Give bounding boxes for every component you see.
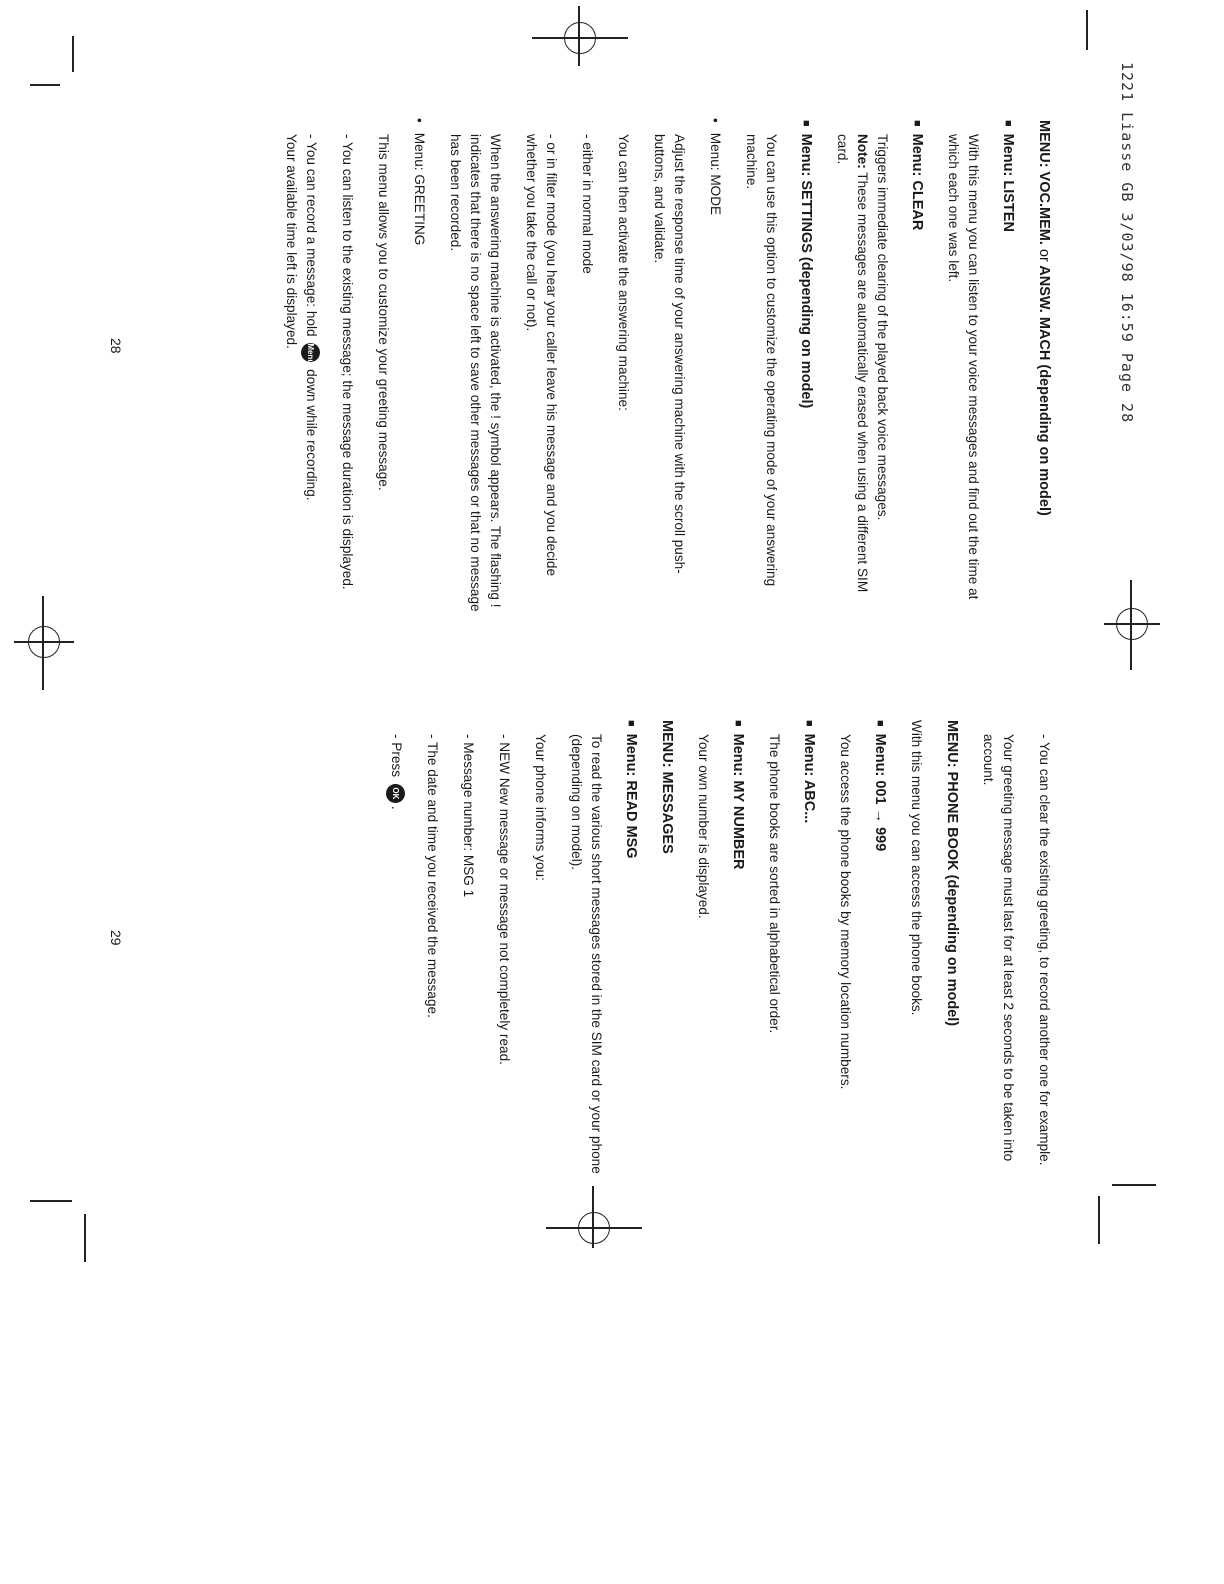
clear-text: Triggers immediate clearing of the played back voice messages. Note: These messages are automatically erased when using a different SIM card. — [835, 134, 890, 593]
menu-button-icon: Menu — [301, 343, 320, 362]
settings-text: You can use this option to customize the operating mode of your answering machine. — [744, 134, 779, 587]
mynumber-title: ■ Menu: MY NUMBER — [727, 720, 748, 1190]
voc-mem-heading: MENU: VOC.MEM. or ANSW. MACH (depending on model) — [1036, 120, 1052, 516]
mynumber-text: Your own number is displayed. — [696, 734, 711, 919]
phonebook-text: With this menu you can access the phone books. — [909, 720, 924, 1016]
messages-heading: MENU: MESSAGES — [659, 720, 675, 854]
filter-mode-item: - or in filter mode (you hear your caller leave his message and you decide whether you take the call or not). — [524, 134, 559, 577]
inform-new-item: - NEW New message or message not completely read. — [497, 734, 512, 1065]
press-item: - Press OK. — [386, 720, 406, 1190]
ok-button-icon: OK — [386, 784, 405, 803]
activate-text: You can then activate the answering machine: — [616, 134, 631, 411]
record-item: - You can record a message: hold Menu down while recording. Your available time left is displayed. — [284, 134, 319, 501]
page-number-left: 28 — [108, 338, 124, 354]
clear-title: ■ Menu: CLEAR — [906, 120, 927, 620]
informs-text: Your phone informs you: — [533, 734, 548, 881]
readmsg-title: ■ Menu: READ MSG — [620, 720, 641, 1190]
listen-existing-item: - You can listen to the existing message; the message duration is displayed. — [340, 134, 355, 590]
print-slug-header: 1221 Liasse GB 3/03/98 16:59 Page 28 — [1118, 62, 1136, 424]
abc-text: The phone books are sorted in alphabetical order. — [767, 734, 782, 1034]
settings-title: ■ Menu: SETTINGS (depending on model) — [795, 120, 816, 620]
abc-title: ■ Menu: ABC... — [798, 720, 819, 1190]
greeting-length-text: Your greeting message must last for at least 2 seconds to be taken into account. — [981, 734, 1016, 1162]
page-28 — [265, 120, 1054, 620]
inform-number-item: - Message number: MSG 1 — [461, 734, 476, 898]
page-29 — [370, 720, 1054, 1190]
greeting-bullet: • Menu: GREETING — [409, 120, 429, 620]
readmsg-text: To read the various short messages stored in the SIM card or your phone (depending on model). — [569, 734, 604, 1174]
flash-text: When the answering machine is activated, the ! symbol appears. The flashing ! indicates that there is no space left to save other messages or that no message has been recorded. — [448, 134, 503, 612]
phonebook-heading: MENU: PHONE BOOK (depending on model) — [944, 720, 960, 1027]
listen-text: With this menu you can listen to your voice messages and find out the time at which each one was left. — [946, 134, 981, 600]
normal-mode-item: - either in normal mode — [580, 134, 595, 274]
range-text: You access the phone books by memory location numbers. — [838, 734, 853, 1090]
range-title: ■ Menu: 001 → 999 — [869, 720, 890, 1190]
inform-date-item: - The date and time you received the message. — [425, 734, 440, 1018]
page-number-right: 29 — [108, 930, 124, 946]
mode-bullet: • Menu: MODE — [705, 120, 725, 620]
mode-text: Adjust the response time of your answering machine with the scroll push-buttons, and validate. — [652, 134, 687, 574]
greeting-text: This menu allows you to customize your greeting message. — [376, 134, 391, 491]
clear-greeting-item: - You can clear the existing greeting, to record another one for example. — [1037, 734, 1052, 1166]
listen-title: ■ Menu: LISTEN — [997, 120, 1018, 620]
